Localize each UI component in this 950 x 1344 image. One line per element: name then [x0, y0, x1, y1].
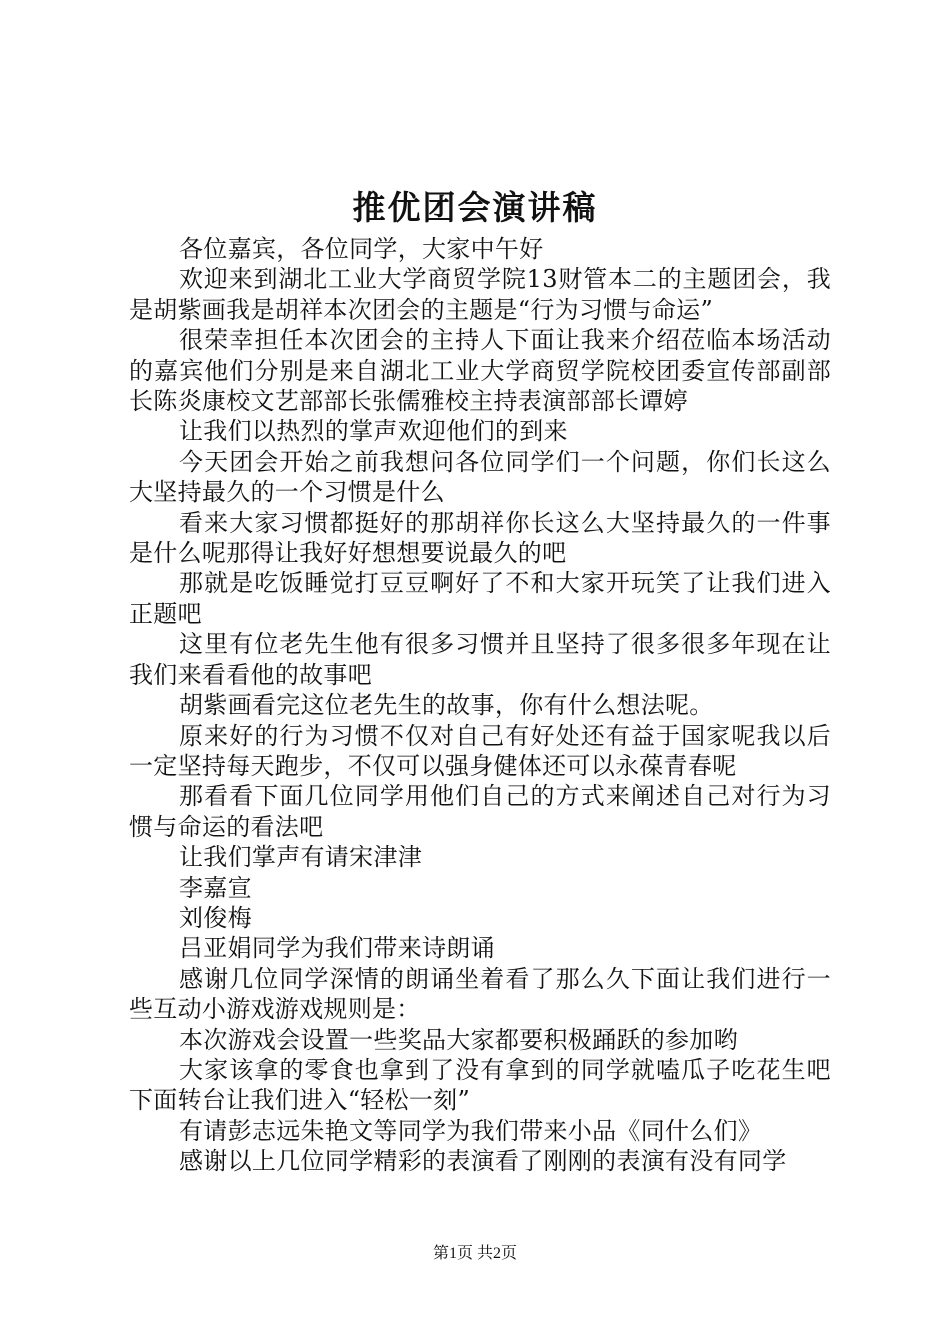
paragraph: 很荣幸担任本次团会的主持人下面让我来介绍莅临本场活动的嘉宾他们分别是来自湖北工业大学商贸学院校团委宣传部副部长陈炎康校文艺部部长张儒雅校主持表演部部长谭婷 [129, 326, 831, 416]
paragraph: 感谢几位同学深情的朗诵坐着看了那么久下面让我们进行一些互动小游戏游戏规则是： [129, 964, 831, 1024]
paragraph: 本次游戏会设置一些奖品大家都要积极踊跃的参加哟 [179, 1025, 738, 1054]
paragraph: 那就是吃饭睡觉打豆豆啊好了不和大家开玩笑了让我们进入正题吧 [129, 569, 831, 628]
paragraph: 欢迎来到湖北工业大学商贸学院13财管本二的主题团会，我是胡紫画我是胡祥本次团会的主题是“行为习惯与命运” [129, 265, 831, 324]
paragraph: 刘俊梅 [179, 903, 252, 932]
paragraph: 让我们以热烈的掌声欢迎他们的到来 [179, 417, 568, 446]
paragraph: 各位嘉宾，各位同学，大家中午好 [179, 235, 544, 263]
page-footer: 第1页 共2页 [432, 1245, 517, 1262]
paragraph: 大家该拿的零食也拿到了没有拿到的同学就嗑瓜子吃花生吧下面转台让我们进入“轻松一刻” [129, 1055, 831, 1115]
paragraph: 原来好的行为习惯不仅对自己有好处还有益于国家呢我以后一定坚持每天跑步，不仅可以强身健体还可以永葆青春呢 [129, 721, 831, 780]
paragraph: 那看看下面几位同学用他们自己的方式来阐述自己对行为习惯与命运的看法吧 [129, 782, 831, 841]
document-body [129, 234, 831, 1177]
paragraph: 吕亚娟同学为我们带来诗朗诵 [179, 934, 495, 963]
paragraph: 李嘉宣 [179, 873, 252, 902]
paragraph: 感谢以上几位同学精彩的表演看了刚刚的表演有没有同学 [179, 1147, 787, 1176]
paragraph: 看来大家习惯都挺好的那胡祥你长这么大坚持最久的一件事是什么呢那得让我好好想想要说最久的吧 [129, 508, 831, 568]
paragraph: 有请彭志远朱艳文等同学为我们带来小品《同什么们》 [179, 1116, 763, 1145]
paragraph: 让我们掌声有请宋津津 [179, 843, 422, 872]
paragraph: 胡紫画看完这位老先生的故事，你有什么想法呢。 [179, 691, 714, 720]
document-title: 推优团会演讲稿 [352, 188, 598, 227]
paragraph: 这里有位老先生他有很多习惯并且坚持了很多很多年现在让我们来看看他的故事吧 [129, 630, 831, 689]
paragraph: 今天团会开始之前我想问各位同学们一个问题，你们长这么大坚持最久的一个习惯是什么 [129, 447, 831, 507]
